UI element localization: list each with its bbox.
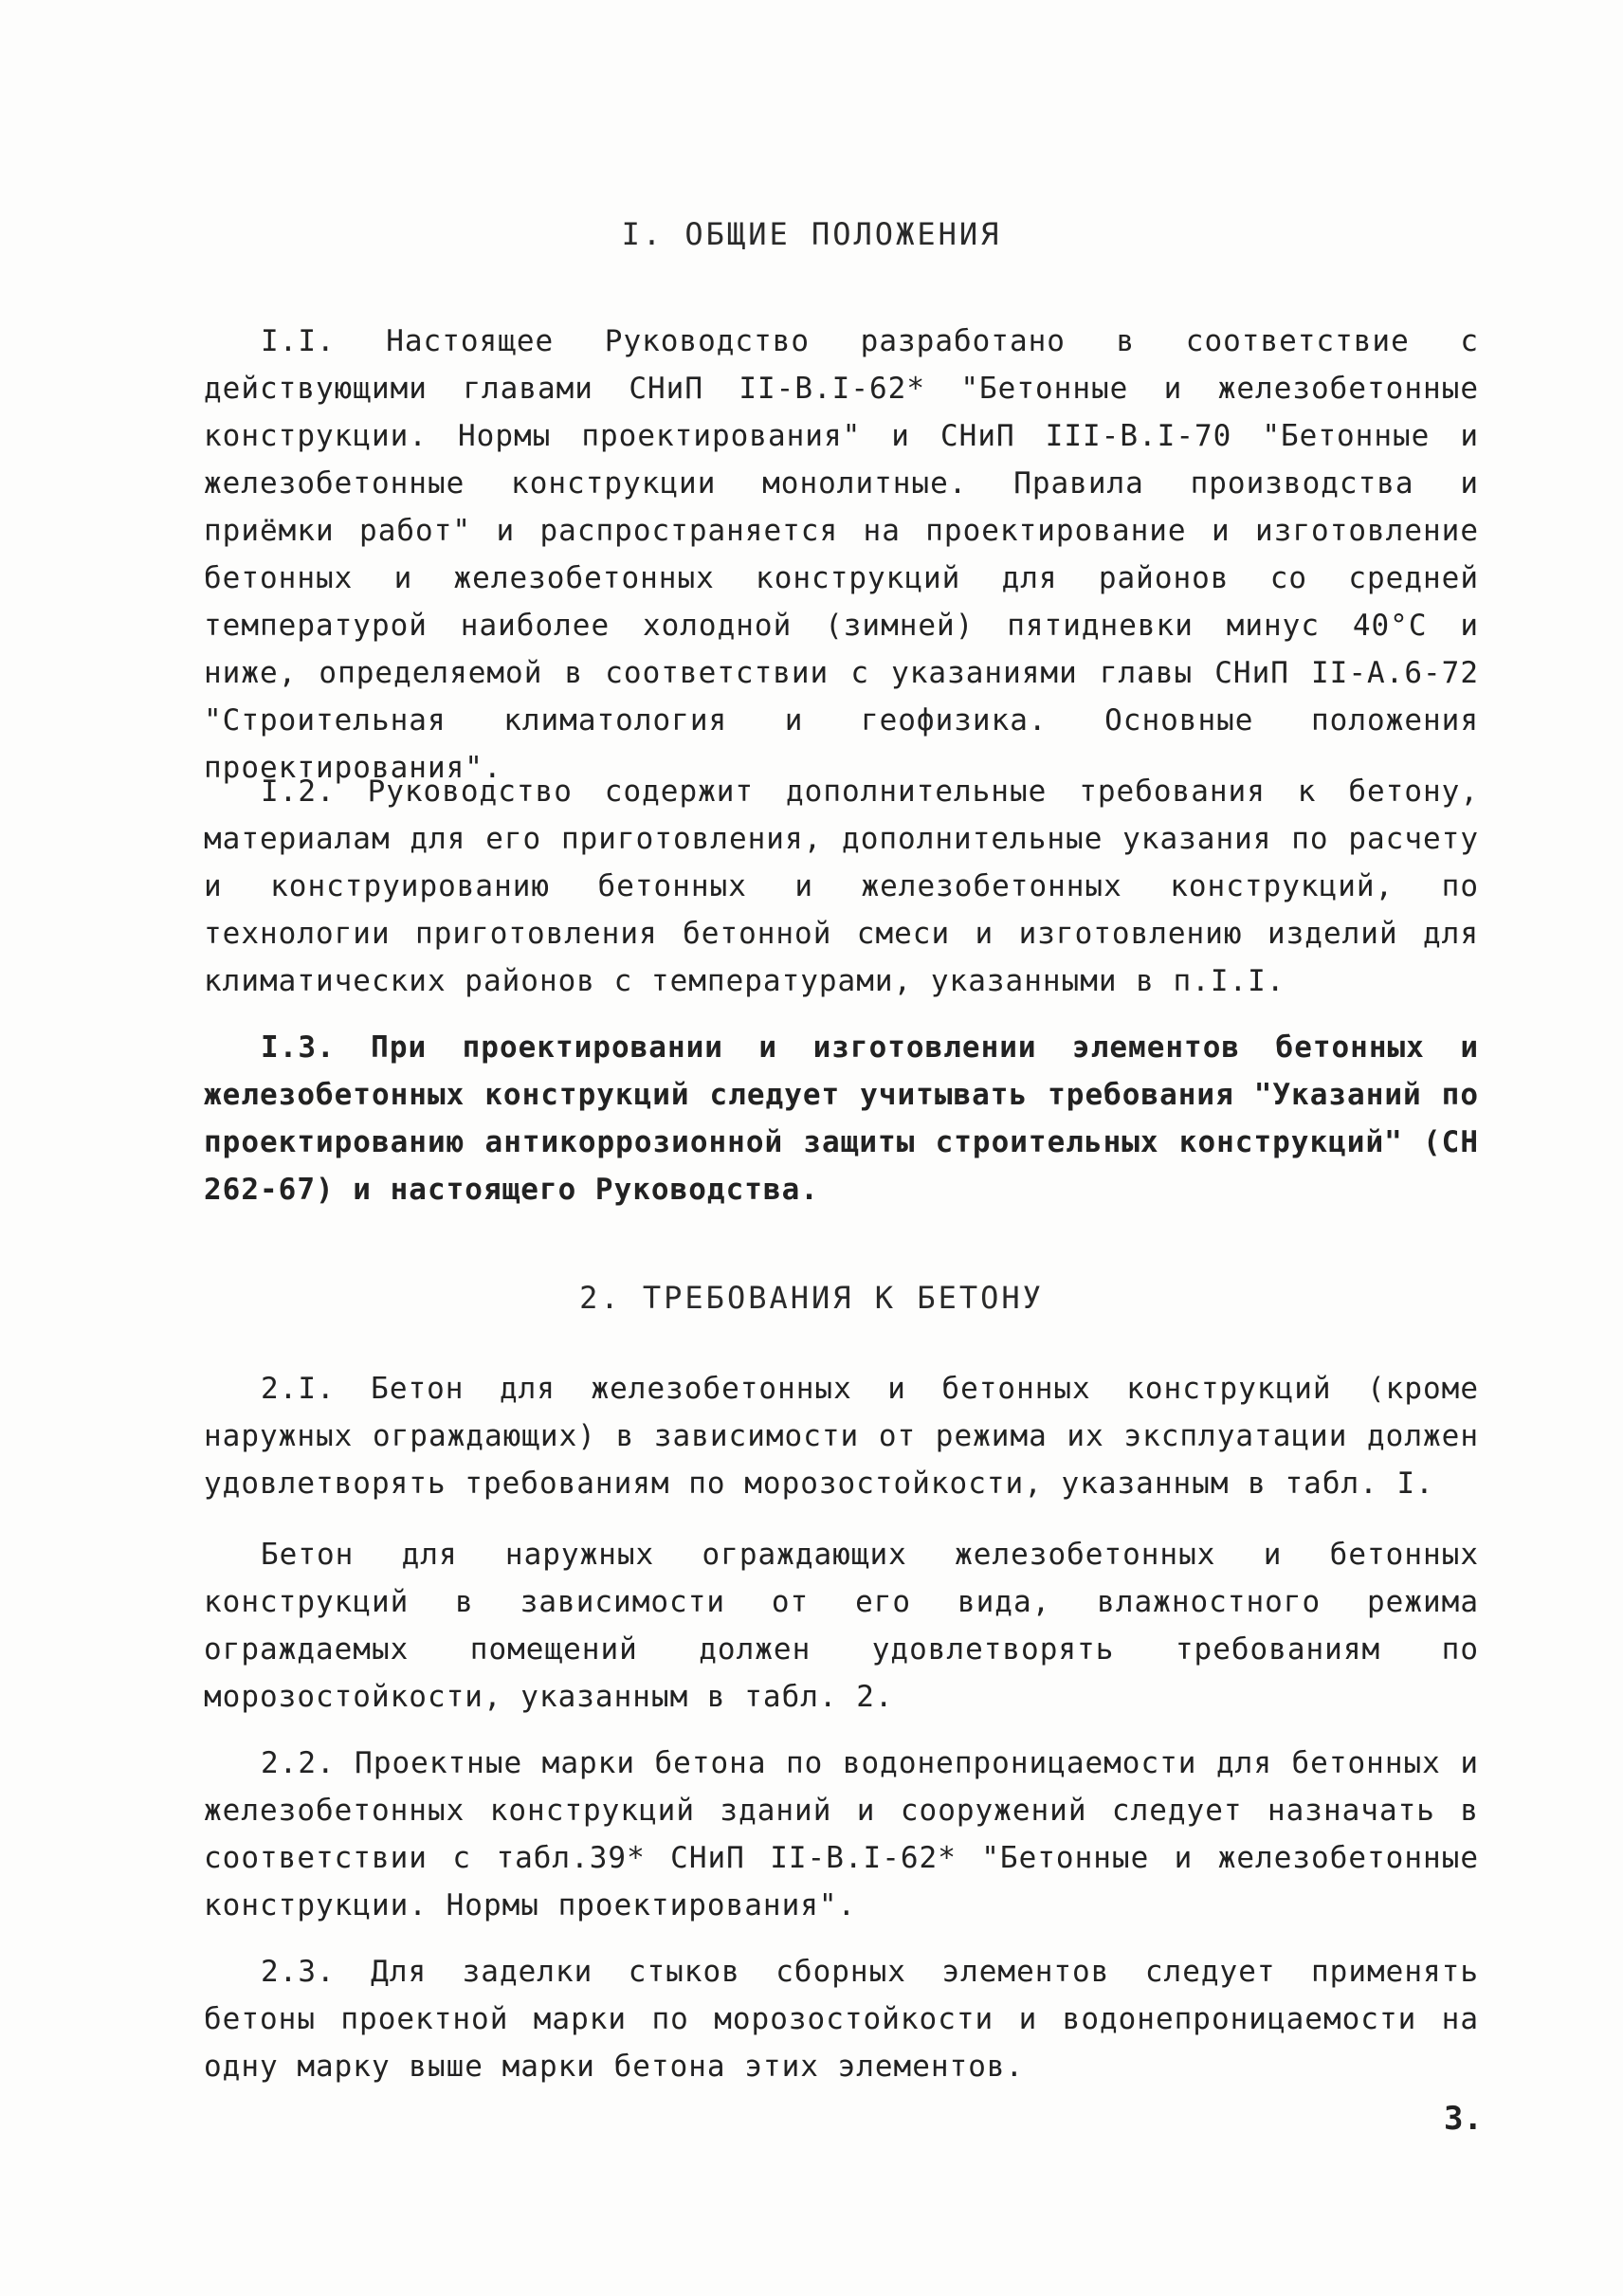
page-number: 3. xyxy=(1444,2100,1483,2138)
paragraph-2-1-continued: Бетон для наружных ограждающих железобетонных и бетонных конструкций в зависимости от его вида, влажностного режима ограждаемых помещений должен удовлетворять требованиям по морозостойкости, указанным в табл. 2. xyxy=(204,1538,1479,1714)
section-2-heading: 2. ТРЕБОВАНИЯ К БЕТОНУ xyxy=(579,1280,1044,1316)
section-1-heading: I. ОБЩИЕ ПОЛОЖЕНИЯ xyxy=(621,216,1002,252)
paragraph-2-2: 2.2. Проектные марки бетона по водонепроницаемости для бетонных и железобетонных конструкций зданий и сооружений следует назначать в соответствии с табл.39* СНиП II-В.I-62* "Бетонные и железобетонные конструкции. Нормы проектирования". xyxy=(204,1746,1479,1922)
paragraph-2-1: 2.I. Бетон для железобетонных и бетонных конструкций (кроме наружных ограждающих) в зависимости от режима их эксплуатации должен удовлетворять требованиям по морозостойкости, указанным в табл. I. xyxy=(204,1372,1479,1501)
paragraph-1-1: I.I. Настоящее Руководство разработано в соответствие с действующими главами СНиП II-В.I-62* "Бетонные и железобетонные конструкции. Нормы проектирования" и СНиП III-В.I-70 "Бетонные и железобетонные конструкции монолитные. Правила производства и приёмки работ" и распространяется на проектирование и изготовление бетонных и железобетонных конструкций для районов со средней температурой наиболее холодной (зимней) пятидневки минус 40°С и ниже, определяемой в соответствии с указаниями главы СНиП II-А.6-72 "Строительная климатология и геофизика. Основные положения проектирования". xyxy=(204,324,1479,785)
paragraph-1-2: I.2. Руководство содержит дополнительные требования к бетону, материалам для его приготовления, дополнительные указания по расчету и конструированию бетонных и железобетонных конструкций, по технологии приготовления бетонной смеси и изготовлению изделий для климатических районов с температурами, указанными в п.I.I. xyxy=(204,774,1479,998)
paragraph-2-3: 2.3. Для заделки стыков сборных элементов следует применять бетоны проектной марки по морозостойкости и водонепроницаемости на одну марку выше марки бетона этих элементов. xyxy=(204,1955,1479,2084)
paragraph-1-3: I.3. При проектировании и изготовлении элементов бетонных и железобетонных конструкций следует учитывать требования "Указаний по проектированию антикоррозионной защиты строительных конструкций" (СН 262-67) и настоящего Руководства. xyxy=(204,1030,1479,1207)
